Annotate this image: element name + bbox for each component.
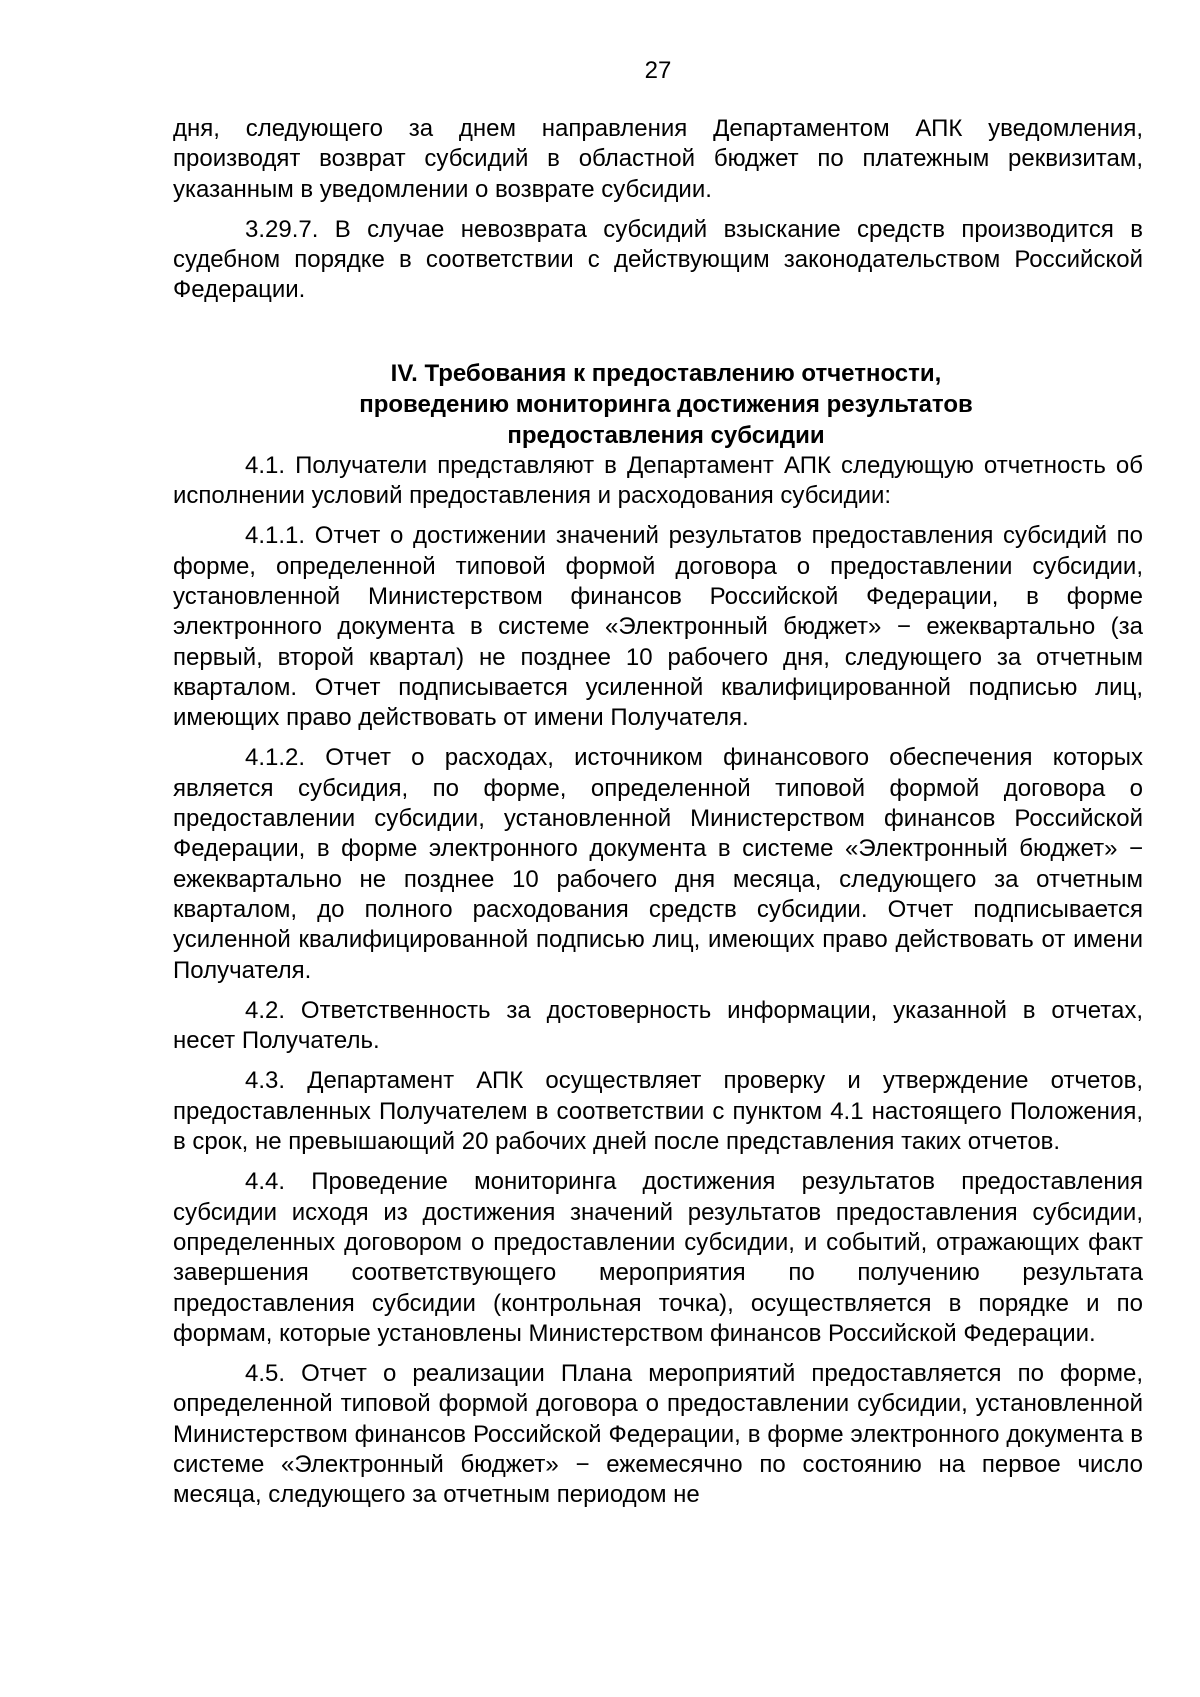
paragraph-4-5: 4.5. Отчет о реализации Плана мероприятий предоставляется по форме, определенной типовой формой договора о предоставлении субсидии, установленной Министерством финансов Российской Федерации, в форме электронного документа в системе «Электронный бюджет» − ежемесячно по состоянию на первое число месяца, следующего за отчетным периодом не bbox=[173, 1360, 1143, 1509]
section-heading-line: предоставления субсидии bbox=[507, 421, 825, 449]
section-heading-line: проведению мониторинга достижения результатов bbox=[359, 390, 973, 418]
section-heading-line: IV. Требования к предоставлению отчетности, bbox=[390, 359, 942, 387]
paragraph-4-1: 4.1. Получатели представляют в Департамент АПК следующую отчетность об исполнении условий предоставления и расходования субсидии: bbox=[173, 451, 1143, 510]
paragraph-4-2: 4.2. Ответственность за достоверность информации, указанной в отчетах, несет Получатель. bbox=[173, 996, 1143, 1055]
paragraph-3-29-7: 3.29.7. В случае невозврата субсидий взыскание средств производится в судебном порядке в соответствии с действующим законодательством Российской Федерации. bbox=[173, 215, 1143, 304]
document-body bbox=[173, 114, 1143, 1521]
section-heading bbox=[173, 358, 1143, 451]
paragraph-4-3: 4.3. Департамент АПК осуществляет проверку и утверждение отчетов, предоставленных Получателем в соответствии с пунктом 4.1 настоящего Положения, в срок, не превышающий 20 рабочих дней после представления таких отчетов. bbox=[173, 1067, 1143, 1156]
paragraph-4-1-2: 4.1.2. Отчет о расходах, источником финансового обеспечения которых является субсидия, по форме, определенной типовой формой договора о предоставлении субсидии, установленной Министерством финансов Российской Федерации, в форме электронного документа в системе «Электронный бюджет» − ежеквартально не позднее 10 рабочего дня месяца, следующего за отчетным кварталом, до полного расходования средств субсидии. Отчет подписывается усиленной квалифицированной подписью лиц, имеющих право действовать от имени Получателя. bbox=[173, 744, 1143, 984]
page-number: 27 bbox=[644, 57, 672, 84]
paragraph-continuation: дня, следующего за днем направления Департаментом АПК уведомления, производят возврат субсидий в областной бюджет по платежным реквизитам, указанным в уведомлении о возврате субсидии. bbox=[173, 115, 1143, 203]
paragraph-4-4: 4.4. Проведение мониторинга достижения результатов предоставления субсидии исходя из достижения значений результатов предоставления субсидии, определенных договором о предоставлении субсидии, и событий, отражающих факт завершения соответствующего мероприятия по получению результата предоставления субсидии (контрольная точка), осуществляется в порядке и по формам, которые установлены Министерством финансов Российской Федерации. bbox=[173, 1168, 1143, 1347]
paragraph-4-1-1: 4.1.1. Отчет о достижении значений результатов предоставления субсидий по форме, определенной типовой формой договора о предоставлении субсидии, установленной Министерством финансов Российской Федерации, в форме электронного документа в системе «Электронный бюджет» − ежеквартально (за первый, второй квартал) не позднее 10 рабочего дня, следующего за отчетным кварталом. Отчет подписывается усиленной квалифицированной подписью лиц, имеющих право действовать от имени Получателя. bbox=[173, 522, 1143, 732]
